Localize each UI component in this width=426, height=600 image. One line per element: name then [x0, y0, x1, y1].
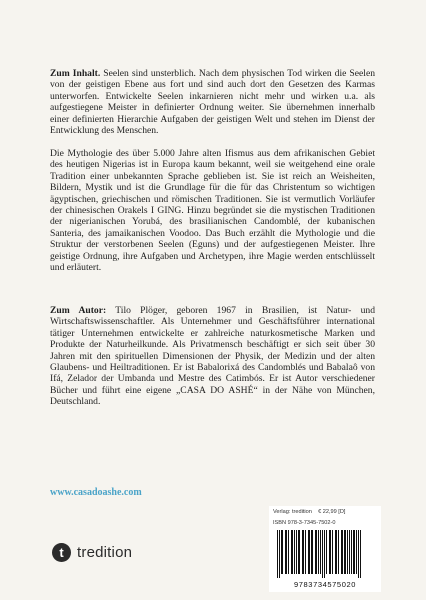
price-line [273, 509, 345, 515]
website-link[interactable]: www.casadoashe.com [50, 487, 142, 498]
barcode-number: 9783734575020 [293, 580, 357, 589]
author-paragraph [50, 305, 375, 408]
publisher-name: tredition [77, 544, 133, 561]
tredition-logo-icon [52, 543, 71, 562]
content-paragraph [50, 68, 375, 136]
mythology-paragraph: Die Mythologie des über 5.000 Jahre alten Ifismus aus dem afrikanischen Gebiet des heutigen Nigerias ist in Europa kaum bekannt, weil sie weitgehend eine orale Tradition einer unbekannten Sprache geblieben ist. Sie ist reich an Weisheiten, Bildern, Mystik und ist die Grundlage für die für das Christentum so wichtigen ägyptischen, griechischen und römischen Traditionen. Sie ist vermutlich Vorläufer der chinesischen Orakels I GING. Hinzu begründet sie die mystischen Traditionen der nigerianischen Yorubá, des brasilianischen Candomblé, der kubanischen Santeria, des jamaikanischen Voodoo. Das Buch erzählt die Mythologie und die Struktur der verstorbenen Seelen (Eguns) und der aufgestiegenen Meister. Ihre geistige Ordnung, ihre Aufgaben und Archetypen, ihre Magie werden entschlüsselt und erläutert. [50, 148, 375, 274]
publisher-logo [52, 543, 132, 562]
publisher-label: Verlag: tredition [273, 509, 312, 515]
content-text: Seelen sind unsterblich. Nach dem physischen Tod wirken die Seelen von der geistigen Ebene aus fort und sind auch dort den Gesetzen des Karmas unterworfen. Entwickelte Seelen inkarnieren nicht mehr und wirken u.a. als aufgestiegene Meister in definierter Ordnung weiter. Sie übernehmen innerhalb einer definierten Hierarchie Aufgaben der geistigen Welt und stehen im Dienst der Entwicklung des Menschen. [50, 68, 375, 137]
author-heading: Zum Autor: [50, 305, 107, 316]
logo-letter: t [59, 545, 64, 560]
content-heading: Zum Inhalt. [50, 68, 101, 79]
price: € 22,99 [D] [318, 509, 346, 515]
author-text: Tilo Plöger, geboren 1967 in Brasilien, ist Natur- und Wirtschaftswissenschaftler. Als Unternehmer und Geschäftsführer international tätiger Unternehmen entwickelte er zahlreiche naturkosmetische Marken und Produkte der Naturheilkunde. Als Privatmensch beschäftigt er sich seit über 30 Jahren mit den spirituellen Dimensionen der Physik, der Medizin und der alten Glaubens- und Heiltraditionen. Er ist Babalorixá des Candomblés und Babalaô von Ifá, Zelador der Umbanda und Mestre des Catimbós. Er ist Autor verschiedener Bücher und führt eine eigene „CASA DO ASHÉ“ in der Nähe von München, Deutschland. [50, 305, 375, 408]
barcode-icon [275, 530, 375, 578]
isbn: ISBN 978-3-7345-7502-0 [273, 520, 336, 526]
